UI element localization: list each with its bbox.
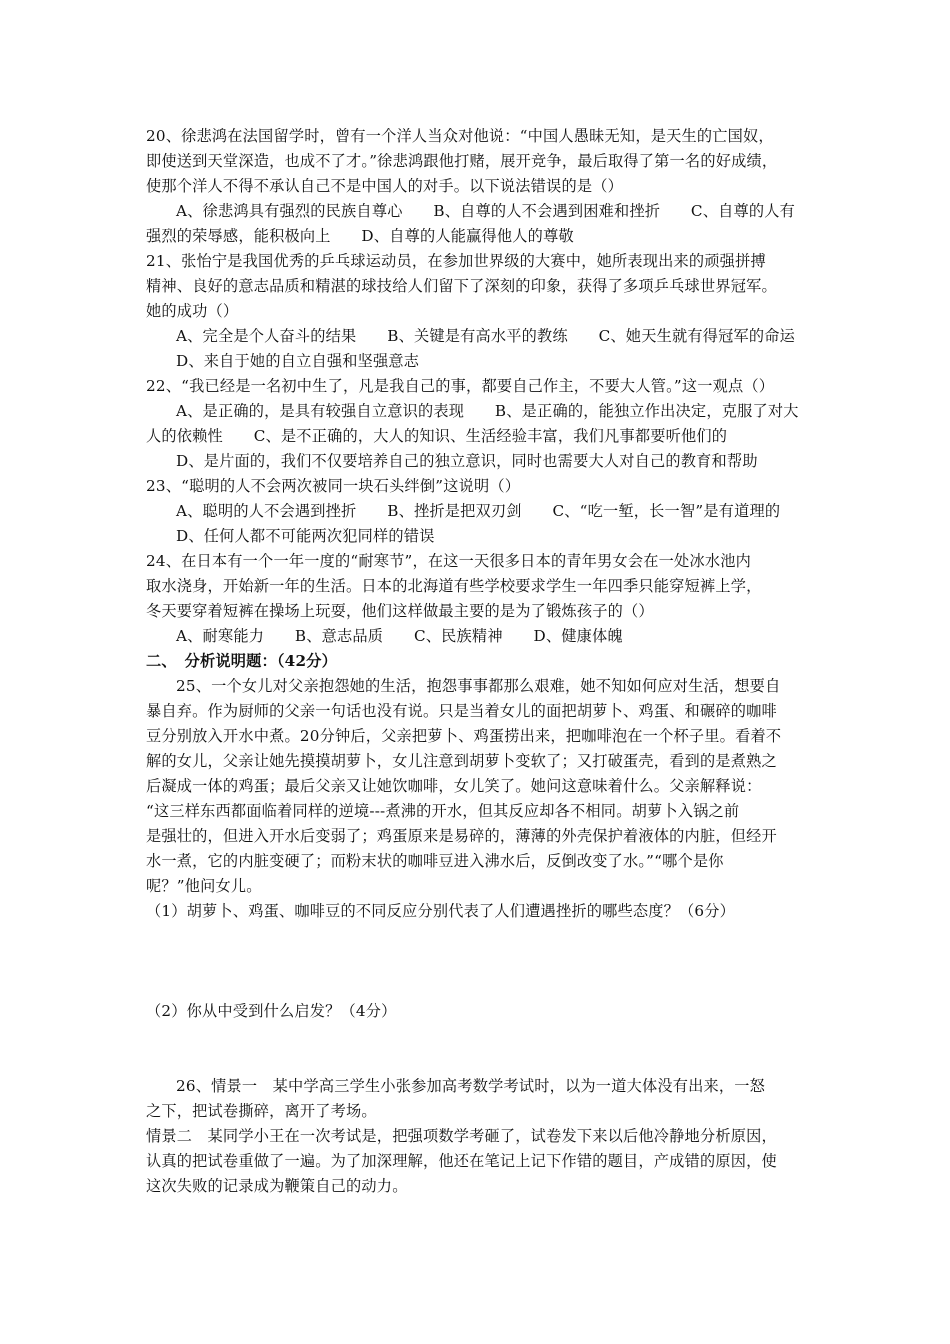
q26-scenario-line: 认真的把试卷重做了一遍。为了加深理解，他还在笔记上记下作错的题目，产成错的原因，使 xyxy=(146,1152,777,1170)
q23-stem-line: 23、“聪明的人不会两次被同一块石头绊倒”这说明（） xyxy=(146,477,521,495)
q21-options: D、来自于她的自立自强和坚强意志 xyxy=(176,352,420,370)
q26-scenario-line: 26、情景一 某中学高三学生小张参加高考数学考试时，以为一道大体没有出来，一怒 xyxy=(176,1077,766,1095)
q24-stem-line: 冬天要穿着短裤在操场上玩耍，他们这样做最主要的是为了锻炼孩子的（） xyxy=(146,602,654,620)
q20-stem-line: 即使送到天堂深造，也成不了才。”徐悲鸿跟他打赌，展开竞争，最后取得了第一名的好成绩， xyxy=(146,152,778,170)
q25-passage-line: 是强壮的，但进入开水后变弱了；鸡蛋原来是易碎的，薄薄的外壳保护着液体的内脏，但经开 xyxy=(146,827,777,845)
q25-passage-line: 后凝成一体的鸡蛋；最后父亲又让她饮咖啡，女儿笑了。她问这意味着什么。父亲解释说： xyxy=(146,777,762,795)
q22-options: D、是片面的，我们不仅要培养自己的独立意识，同时也需要大人对自己的教育和帮助 xyxy=(176,452,758,470)
q24-stem-line: 取水浇身，开始新一年的生活。日本的北海道有些学校要求学生一年四季只能穿短裤上学， xyxy=(146,577,762,595)
q21-stem-line: 精神、良好的意志品质和精湛的球技给人们留下了深刻的印象，获得了多项乒乓球世界冠军。 xyxy=(146,277,777,295)
q20-stem-line: 20、徐悲鸿在法国留学时，曾有一个洋人当众对他说：“中国人愚昧无知，是天生的亡国奴， xyxy=(146,127,774,145)
q25-subquestion-2: （2）你从中受到什么启发？（4分） xyxy=(146,1002,397,1020)
q24-stem-line: 24、在日本有一个一年一度的“耐寒节”，在这一天很多日本的青年男女会在一处冰水池内 xyxy=(146,552,751,570)
q25-subquestion-1: （1）胡萝卜、鸡蛋、咖啡豆的不同反应分别代表了人们遭遇挫折的哪些态度？（6分） xyxy=(146,902,736,920)
q24-options: A、耐寒能力 B、意志品质 C、民族精神 D、健康体魄 xyxy=(176,627,623,645)
q22-options: A、是正确的，是具有较强自立意识的表现 B、是正确的，能独立作出决定，克服了对大 xyxy=(176,402,799,420)
q25-passage-line: 解的女儿，父亲让她先摸摸胡萝卜，女儿注意到胡萝卜变软了；又打破蛋壳，看到的是煮熟之 xyxy=(146,752,777,770)
q21-stem-line: 21、张怡宁是我国优秀的乒乓球运动员，在参加世界级的大赛中，她所表现出来的顽强拼搏 xyxy=(146,252,766,270)
q21-stem-line: 她的成功（） xyxy=(146,302,239,320)
section-heading: 二、 分析说明题：（42分） xyxy=(146,652,337,670)
q25-passage-line: 水一煮，它的内脏变硬了；而粉末状的咖啡豆进入沸水后，反倒改变了水。”“哪个是你 xyxy=(146,852,724,870)
q20-options: 强烈的荣辱感，能积极向上 D、自尊的人能赢得他人的尊敬 xyxy=(146,227,574,245)
q25-passage-line: 呢？”他问女儿。 xyxy=(146,877,262,895)
q25-passage-line: 暴自弃。作为厨师的父亲一句话也没有说。只是当着女儿的面把胡萝卜、鸡蛋、和碾碎的咖啡 xyxy=(146,702,777,720)
q20-options: A、徐悲鸿具有强烈的民族自尊心 B、自尊的人不会遇到困难和挫折 C、自尊的人有 xyxy=(176,202,796,220)
q26-scenario-line: 这次失败的记录成为鞭策自己的动力。 xyxy=(146,1177,408,1195)
q23-options: D、任何人都不可能两次犯同样的错误 xyxy=(176,527,435,545)
q21-options: A、完全是个人奋斗的结果 B、关键是有高水平的教练 C、她天生就有得冠军的命运 xyxy=(176,327,796,345)
q22-stem-line: 22、“我已经是一名初中生了，凡是我自己的事，都要自己作主，不要大人管。”这一观点（） xyxy=(146,377,775,395)
q26-scenario-line: 之下，把试卷撕碎，离开了考场。 xyxy=(146,1102,377,1120)
q25-passage-line: 25、一个女儿对父亲抱怨她的生活，抱怨事事都那么艰难，她不知如何应对生活，想要自 xyxy=(176,677,781,695)
q23-options: A、聪明的人不会遇到挫折 B、挫折是把双刃剑 C、“吃一堑，长一智”是有道理的 xyxy=(176,502,781,520)
q25-passage-line: “这三样东西都面临着同样的逆境---煮沸的开水，但其反应却各不相同。胡萝卜入锅之前 xyxy=(146,802,740,820)
q22-options: 人的依赖性 C、是不正确的，大人的知识、生活经验丰富，我们凡事都要听他们的 xyxy=(146,427,728,445)
q25-passage-line: 豆分别放入开水中煮。20分钟后，父亲把萝卜、鸡蛋捞出来，把咖啡泡在一个杯子里。看着不 xyxy=(146,727,782,745)
q20-stem-line: 使那个洋人不得不承认自己不是中国人的对手。以下说法错误的是（） xyxy=(146,177,624,195)
q26-scenario-line: 情景二 某同学小王在一次考试是，把强项数学考砸了，试卷发下来以后他冷静地分析原因， xyxy=(146,1127,777,1145)
